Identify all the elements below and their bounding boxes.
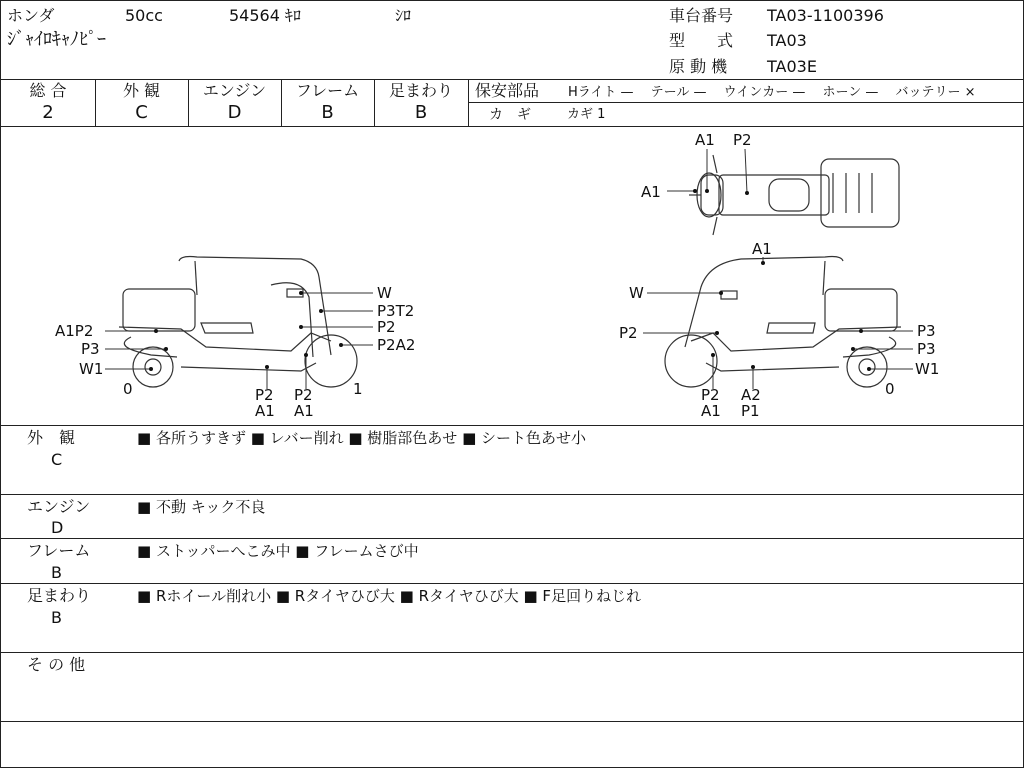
label-left-p2a2: P2A2 <box>377 336 416 354</box>
label-right-p1-bottom: P1 <box>741 402 760 420</box>
engine-label: 原 動 機 <box>669 57 728 76</box>
section-notes-engine: ■ 不動 キック不良 <box>137 498 266 516</box>
label-left-a1p2: A1P2 <box>55 322 94 340</box>
label-right-p3-upper: P3 <box>917 322 936 340</box>
label-left-zero: 0 <box>123 380 133 398</box>
type-label: 型 式 <box>669 31 734 50</box>
section-title-frame: フレーム <box>27 541 91 560</box>
label-right-p3-lower: P3 <box>917 340 936 358</box>
left-side-view <box>119 257 357 388</box>
grade-value-frame: B <box>321 102 334 123</box>
section-title-exterior: 外 観 <box>27 428 76 447</box>
frame-no: TA03-1100396 <box>767 6 884 25</box>
section-grade-suspension: B <box>51 608 62 627</box>
grade-value-overall: 2 <box>42 102 54 123</box>
label-right-a1-bottom: A1 <box>701 402 721 420</box>
label-left-a1-br: A1 <box>294 402 314 420</box>
safety-items: Hライト — テール — ウインカー — ホーン — バッテリー × <box>568 85 976 100</box>
label-right-a2-bottom: A2 <box>741 386 761 404</box>
engine-value: TA03E <box>767 57 817 76</box>
label-left-p2: P2 <box>377 318 396 336</box>
key-value: カギ 1 <box>567 107 606 122</box>
grade-label-overall: 総 合 <box>29 81 67 100</box>
label-left-p3: P3 <box>81 340 100 358</box>
scooter-diagram <box>1 127 1024 425</box>
divider <box>1 79 1024 80</box>
section-title-engine: エンジン <box>27 497 91 516</box>
section-title-other: そ の 他 <box>27 655 86 674</box>
grade-value-engine: D <box>227 102 242 123</box>
label-left-p3t2: P3T2 <box>377 302 415 320</box>
label-left-w: W <box>377 284 392 302</box>
grade-value-suspension: B <box>414 102 428 123</box>
label-left-a1-bl: A1 <box>255 402 275 420</box>
model-name: ｼﾞｬｲﾛｷｬﾉﾋﾟｰ <box>7 29 106 50</box>
section-grade-engine: D <box>51 518 64 537</box>
label-right-w1: W1 <box>915 360 940 378</box>
section-title-suspension: 足まわり <box>27 586 92 605</box>
grade-label-suspension: 足まわり <box>388 81 453 100</box>
type-value: TA03 <box>767 31 807 50</box>
label-left-p2-bl: P2 <box>255 386 274 404</box>
grade-label-exterior: 外 観 <box>122 81 161 100</box>
grade-label-frame: フレーム <box>295 81 360 100</box>
label-top-a1: A1 <box>695 131 715 149</box>
label-right-p2: P2 <box>619 324 638 342</box>
top-view <box>689 155 899 235</box>
displacement: 50cc <box>125 6 163 25</box>
label-left-one: 1 <box>353 380 363 398</box>
label-top-a1-front: A1 <box>641 183 661 201</box>
label-right-w: W <box>629 284 644 302</box>
label-left-p2-br: P2 <box>294 386 313 404</box>
section-notes-frame: ■ ストッパーへこみ中 ■ フレームさび中 <box>137 542 419 560</box>
frame-no-label: 車台番号 <box>669 6 734 25</box>
section-notes-suspension: ■ Rホイール削れ小 ■ Rタイヤひび大 ■ Rタイヤひび大 ■ F足回りねじれ <box>137 587 642 605</box>
label-left-w1: W1 <box>79 360 104 378</box>
maker: ホンダ <box>7 6 55 25</box>
divider <box>469 102 1024 103</box>
right-side-view <box>665 257 901 388</box>
key-label: カ ギ <box>489 107 531 123</box>
color: ｼﾛ <box>395 6 412 25</box>
grade-value-exterior: C <box>135 102 148 123</box>
mileage: 54564 ｷﾛ <box>229 6 301 25</box>
label-right-a1: A1 <box>752 240 772 258</box>
label-right-p2-bottom: P2 <box>701 386 720 404</box>
section-notes-exterior: ■ 各所うすきず ■ レバー削れ ■ 樹脂部色あせ ■ シート色あせ小 <box>137 429 587 447</box>
safety-label: 保安部品 <box>475 81 540 100</box>
damage-diagram <box>1 127 1024 425</box>
section-grade-frame: B <box>51 563 62 582</box>
label-right-zero: 0 <box>885 380 895 398</box>
section-grade-exterior: C <box>51 450 63 469</box>
grade-label-engine: エンジン <box>202 81 267 100</box>
label-top-p2: P2 <box>733 131 752 149</box>
